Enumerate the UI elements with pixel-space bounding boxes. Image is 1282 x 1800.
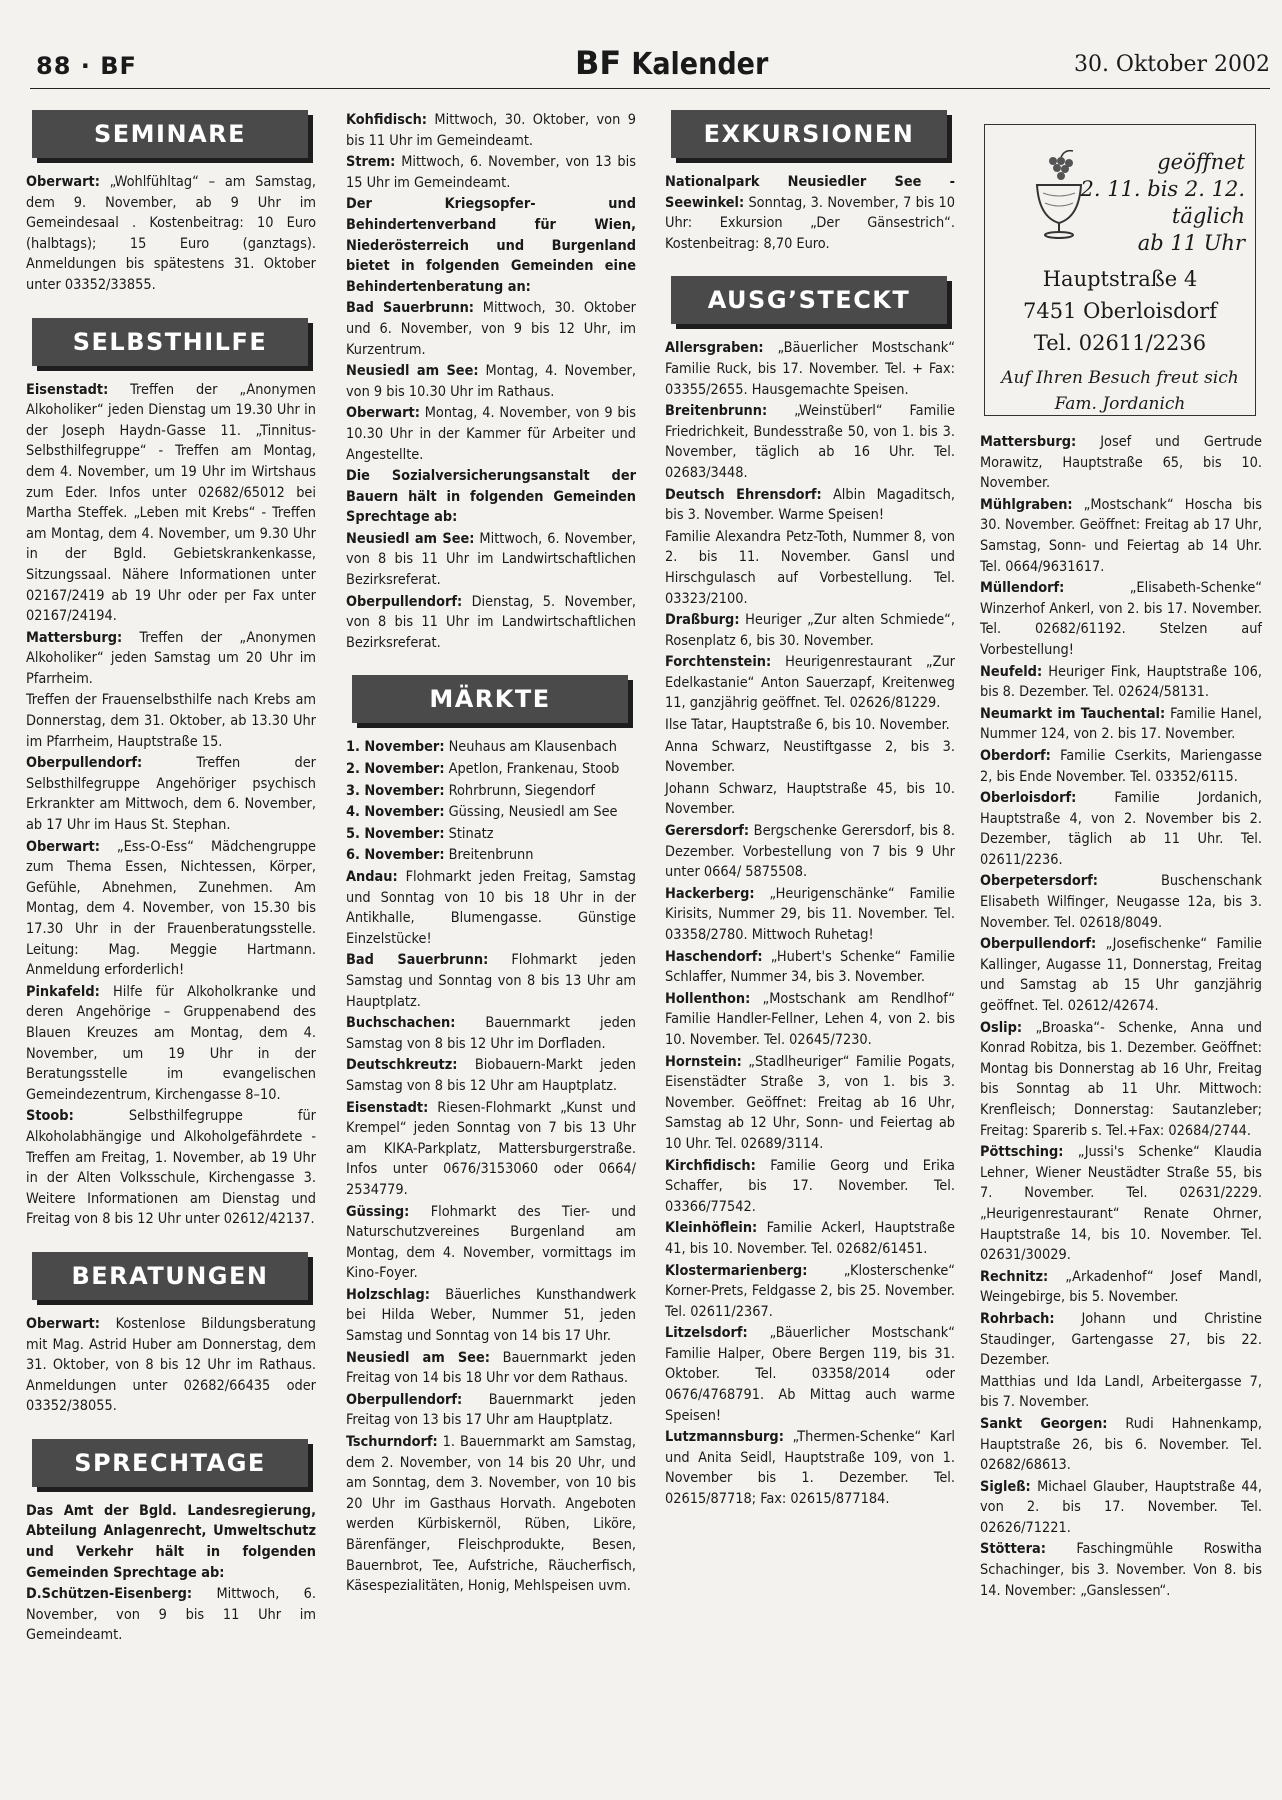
ad-hours-line: ab 11 Uhr: [1137, 231, 1245, 255]
entry-text: Flohmarkt jeden Freitag, Samstag und Sonntag von 10 bis 18 Uhr in der Antikhalle, Blumengasse. Günstige Einzelstücke!: [346, 869, 636, 947]
list-item: [665, 527, 955, 609]
list-item: [665, 338, 955, 400]
entry-place: Neufeld:: [980, 663, 1043, 680]
entry-place: Holzschlag:: [346, 1286, 430, 1303]
list-item: [665, 1156, 955, 1218]
entry-place: Mühlgraben:: [980, 496, 1073, 513]
column-1: [26, 110, 316, 1668]
entry-text: Heuriger „Zur alten Schmiede“, Rosenplatz 6, bis 30. November.: [665, 612, 955, 649]
entry-text: Biobauern-Markt jeden Samstag von 8 bis 12 Uhr am Hauptplatz.: [346, 1057, 636, 1094]
section-selbsthilfe: [26, 318, 316, 1230]
list-item: [980, 704, 1262, 745]
entry-text: Stinatz: [444, 825, 494, 842]
entry-text: „Weinstüberl“ Familie Friedrichkeit, Bundesstraße 50, von 1. bis 3. November, täglich ab 16 Uhr. Tel. 02683/3448.: [665, 403, 955, 481]
entry-list: [346, 110, 636, 193]
entry-place: Oberpullendorf:: [346, 1391, 463, 1408]
entry-place: Müllendorf:: [980, 580, 1065, 597]
list-item: [346, 759, 636, 780]
list-item: [980, 746, 1262, 787]
entry-text: Bauernmarkt jeden Samstag von 8 bis 12 Uhr im Dorfladen.: [346, 1015, 636, 1052]
entry-place: Strem:: [346, 154, 396, 171]
list-item: [346, 824, 636, 845]
title-kalender: Kalender: [631, 47, 769, 82]
entry-list: [346, 867, 636, 1597]
list-item: [346, 298, 636, 360]
ad-greeting: [985, 365, 1255, 417]
entry-place: Neusiedl am See:: [346, 1349, 490, 1366]
list-item: [346, 1202, 636, 1284]
entry-text: Michael Glauber, Hauptstraße 44, von 2. bis 17. November. Tel. 02626/71221.: [980, 1478, 1262, 1536]
entry-place: Breitenbrunn:: [665, 403, 768, 420]
list-item: [665, 172, 955, 254]
entry-place: Bad Sauerbrunn:: [346, 952, 489, 969]
list-item: [26, 628, 316, 690]
list-item: [346, 1432, 636, 1597]
entry-text: Treffen der Frauenselbsthilfe nach Krebs am Donnerstag, dem 31. Oktober, ab 13.30 Uhr im Pfarrheim, Hauptstraße 15.: [26, 692, 316, 750]
section-title-sprechtage: SPRECHTAGE: [32, 1439, 308, 1487]
entry-place: Allersgraben:: [665, 340, 764, 357]
column-4: [980, 110, 1262, 1602]
entry-text: Güssing, Neusiedl am See: [444, 804, 618, 821]
ad-address-line: Hauptstraße 4: [1042, 267, 1198, 291]
list-item: [346, 845, 636, 866]
list-item: [346, 1013, 636, 1054]
entry-text: Hilfe für Alkoholkranke und deren Angehörige – Gruppenabend des Blauen Kreuzes am Montag, dem 4. November, um 19 Uhr in der Beratungsstelle im evangelischen Gemeindezentrum, Kirchengasse 8–10.: [26, 983, 316, 1103]
ad-hours-line: täglich: [1171, 204, 1245, 228]
list-item: [980, 1372, 1262, 1413]
list-item: [665, 884, 955, 946]
list-item: [346, 1055, 636, 1096]
entry-list: [665, 172, 955, 254]
entry-text: Rohrbrunn, Siegendorf: [444, 782, 595, 799]
entry-text: Heuriger Fink, Hauptstraße 106, bis 8. Dezember. Tel. 02624/58131.: [980, 663, 1262, 701]
entry-place: Litzelsdorf:: [665, 1325, 748, 1342]
entry-text: Bauernmarkt jeden Freitag von 13 bis 17 Uhr am Hauptplatz.: [346, 1391, 636, 1429]
list-item: [665, 715, 955, 736]
list-item: [346, 950, 636, 1012]
list-item: [346, 403, 636, 465]
entry-text: Mittwoch, 6. November, von 13 bis 15 Uhr im Gemeindeamt.: [346, 154, 636, 191]
entry-place: Oberpullendorf:: [980, 936, 1097, 953]
entry-text: Heurigenrestaurant „Zur Edelkastanie“ Anton Sauerzapf, Kreitenweg 11, ganzjährig geöffnet. Tel. 02626/81229.: [665, 654, 955, 712]
entry-list: [346, 529, 636, 654]
entry-text: Matthias und Ida Landl, Arbeitergasse 7, bis 7. November.: [980, 1373, 1262, 1411]
entry-text: Bäuerliches Kunsthandwerk bei Hilda Weber, Nummer 51, jeden Samstag und Sonntag von 14 bis 17 Uhr.: [346, 1286, 636, 1345]
list-item: [665, 401, 955, 483]
issue-date: 30. Oktober 2002: [1073, 52, 1270, 77]
list-item: [26, 982, 316, 1106]
entry-place: Oberwart:: [26, 838, 100, 855]
section-maerkte: [346, 675, 636, 1596]
list-item: [980, 1267, 1262, 1308]
list-item: [665, 610, 955, 651]
title-bf: BF: [575, 44, 622, 82]
entry-place: Deutsch Ehrensdorf:: [665, 486, 822, 503]
list-item: [665, 989, 955, 1051]
entry-text: „Heurigenschänke“ Familie Kirisits, Nummer 29, bis 11. November. Tel. 03358/2780. Mittwoch Ruhetag!: [665, 885, 955, 943]
section-exkursionen: [665, 110, 955, 254]
entry-place: Neumarkt im Tauchental:: [980, 705, 1166, 722]
entry-place: Oberwart:: [346, 405, 420, 422]
entry-text: „Josefischenke“ Familie Kallinger, Augasse 11, Donnerstag, Freitag und Samstag ab 15 Uhr ganzjährig geöffnet. Tel. 02612/42674.: [980, 936, 1262, 1015]
list-item: [346, 152, 636, 193]
entry-text: Ilse Tatar, Hauptstraße 6, bis 10. November.: [665, 717, 950, 734]
entry-place: Bad Sauerbrunn:: [346, 300, 474, 317]
list-item: [665, 485, 955, 526]
entry-place: Kirchfidisch:: [665, 1157, 756, 1174]
entry-place: Oberpullendorf:: [346, 593, 463, 610]
entry-place: 6. November:: [346, 847, 445, 864]
list-item: [346, 802, 636, 823]
entry-text: „Elisabeth-Schenke“ Winzerhof Ankerl, von 2. bis 17. November. Tel. 02682/61192. Stelzen auf Vorbestellung!: [980, 580, 1262, 658]
entry-place: Oslip:: [980, 1019, 1023, 1036]
ad-address-line: 7451 Oberloisdorf: [1023, 299, 1217, 323]
list-item: [665, 1261, 955, 1323]
entry-place: Sigleß:: [980, 1478, 1031, 1495]
entry-place: Neusiedl am See:: [346, 530, 475, 547]
entry-text: Bergschenke Gerersdorf, bis 8. Dezember. Vorbestellung von 7 bis 9 Uhr unter 0664/ 5875508.: [665, 823, 955, 881]
entry-text: Anna Schwarz, Neustiftgasse 2, bis 3. November.: [665, 738, 955, 776]
section-sprechtage: [26, 1439, 316, 1646]
entry-text: Rudi Hahnenkamp, Hauptstraße 26, bis 6. November. Tel. 02682/68613.: [980, 1415, 1262, 1474]
entry-place: Eisenstadt:: [346, 1099, 429, 1116]
list-item: [980, 578, 1262, 660]
ad-hours-line: geöffnet: [1157, 150, 1245, 174]
entry-place: Güssing:: [346, 1203, 410, 1220]
entry-list: [26, 172, 316, 296]
ad-address: [985, 263, 1255, 359]
entry-text: „Hubert's Schenke“ Familie Schlaffer, Nummer 34, bis 3. November.: [665, 948, 955, 986]
entry-place: Haschendorf:: [665, 948, 763, 965]
entry-text: Josef und Gertrude Morawitz, Hauptstraße 65, bis 10. November.: [980, 434, 1262, 492]
entry-list: [26, 1314, 316, 1417]
entry-text: Flohmarkt des Tier- und Naturschutzvereines Burgenland am Montag, dem 4. November, vormittags im Kino-Foyer.: [346, 1203, 636, 1282]
entry-text: Familie Alexandra Petz-Toth, Nummer 8, von 2. bis 11. November. Gansl und Hirschgulasch auf Vorbestellung. Tel. 03323/2100.: [665, 528, 955, 607]
ad-opening-hours: [1080, 149, 1245, 257]
entry-place: Oberpullendorf:: [26, 755, 143, 772]
section-beratungen: [26, 1252, 316, 1417]
page-header: [30, 38, 1270, 89]
entry-text: Riesen-Flohmarkt „Kunst und Krempel“ jeden Sonntag von 7 bis 13 Uhr am KIKA-Parkplatz, Mattersburgerstraße. Infos unter 0676/3153060 oder 0664/ 2534779.: [346, 1099, 636, 1198]
list-item: [346, 110, 636, 151]
list-item: [346, 361, 636, 402]
entry-place: Deutschkreutz:: [346, 1057, 458, 1074]
section-ausgsteckt: [665, 276, 955, 1509]
entry-place: Hollenthon:: [665, 990, 751, 1007]
list-item: [26, 690, 316, 752]
entry-text: Mittwoch, 30. Oktober, von 9 bis 11 Uhr im Gemeindeamt.: [346, 112, 636, 149]
entry-list: [26, 1584, 316, 1646]
list-item: [980, 871, 1262, 933]
entry-text: Familie Ackerl, Hauptstraße 41, bis 10. November. Tel. 02682/61451.: [665, 1220, 955, 1257]
entry-place: Eisenstadt:: [26, 381, 109, 398]
entry-text: Johann Schwarz, Hauptstraße 45, bis 10. November.: [665, 780, 955, 818]
list-item: [346, 1348, 636, 1389]
list-item: [346, 592, 636, 654]
section-title-exkursionen: EXKURSIONEN: [671, 110, 947, 158]
entry-place: Andau:: [346, 869, 398, 885]
section-seminare: [26, 110, 316, 296]
entry-place: Mattersburg:: [980, 434, 1077, 450]
page-title: [575, 44, 768, 82]
advertisement-jordanich: [984, 124, 1256, 416]
entry-text: Flohmarkt jeden Samstag und Sonntag von 8 bis 13 Uhr am Hauptplatz.: [346, 952, 637, 1010]
list-item: [980, 1539, 1262, 1601]
entry-place: Oberwart:: [26, 1315, 100, 1332]
entry-text: Treffen der „Anonymen Alkoholiker“ jeden Samstag um 20 Uhr im Pfarrheim.: [26, 629, 316, 687]
list-item: [26, 837, 316, 981]
entry-text: „Thermen-Schenke“ Karl und Anita Seidl, Hauptstraße 109, von 1. November bis 1. Dezember. Tel. 02615/87718; Fax: 02615/877184.: [665, 1429, 955, 1508]
ad-hours-line: 2. 11. bis 2. 12.: [1080, 177, 1245, 201]
list-item: [980, 1477, 1262, 1539]
entry-list: [346, 298, 636, 465]
list-item: [980, 1309, 1262, 1371]
entry-place: Klostermarienberg:: [665, 1262, 808, 1279]
entry-place: Pinkafeld:: [26, 983, 100, 1000]
entry-place: Stoob:: [26, 1108, 74, 1125]
entry-text: Familie Jordanich, Hauptstraße 4, von 2. November bis 2. Dezember, täglich ab 11 Uhr. Tel. 02611/2236.: [980, 790, 1262, 868]
entry-place: Kohfidisch:: [346, 112, 427, 128]
list-item: [346, 1098, 636, 1201]
entry-text: Johann und Christine Staudinger, Gartengasse 27, bis 22. Dezember.: [980, 1310, 1262, 1369]
entry-place: Nationalpark Neusiedler See - Seewinkel:: [665, 174, 955, 211]
list-item: [665, 737, 955, 778]
entry-text: „Klosterschenke“ Korner-Prets, Feldgasse 2, bis 25. November. Tel. 02611/2367.: [665, 1262, 955, 1320]
list-item: [980, 662, 1262, 703]
list-item: [26, 172, 316, 296]
list-item: [26, 1584, 316, 1646]
entry-text: Apetlon, Frankenau, Stoob: [444, 761, 620, 778]
ad-greeting-line: Fam. Jordanich: [1054, 394, 1186, 414]
entry-text: Faschingmühle Roswitha Schachinger, bis 3. November. Von 8. bis 14. November: „Ganslessen“.: [980, 1541, 1262, 1599]
sva-intro: Die Sozialversicherungsanstalt der Bauern hält in folgenden Gemeinden Sprechtage ab:: [346, 468, 636, 526]
entry-place: Gerersdorf:: [665, 823, 750, 840]
entry-text: „Stadlheuriger“ Familie Pogats, Eisenstädter Straße 3, von 1. bis 3. November. Geöffnet: Freitag ab 16 Uhr, Samstag ab 12 Uhr, Sonn- und Feiertag ab 10 Uhr. Tel. 02689/3114.: [665, 1053, 955, 1152]
entry-text: „Broaska“- Schenke, Anna und Konrad Robitza, bis 1. Dezember. Geöffnet: Montag bis Donnerstag ab 16 Uhr, Freitag bis Sonntag ab 11 Uhr. Mittwoch: Krenfleisch; Donnerstag: Sautanzleber; Freitag: Sparerib s. Tel.+Fax: 02684/2744.: [980, 1019, 1262, 1139]
list-item: [346, 781, 636, 802]
entry-place: Lutzmannsburg:: [665, 1429, 784, 1446]
list-item: [980, 934, 1262, 1016]
entry-place: Neusiedl am See:: [346, 363, 479, 380]
entry-place: Rechnitz:: [980, 1268, 1049, 1285]
list-item: [980, 1142, 1262, 1266]
list-item: [980, 1018, 1262, 1142]
entry-text: Treffen der „Anonymen Alkoholiker“ jeden Dienstag um 19.30 Uhr in der Joseph Haydn-Gasse 11. „Tinnitus-Selbsthilfegruppe“ - Treffen am Montag, dem 4. November, um 19 Uhr im Wirtshaus zum Eder. Infos unter 02682/65012 bei Martha Steffek. „Leben mit Krebs“ - Treffen am Montag, dem 4. November, um 9.30 Uhr in der Bgld. Gebietskrankenkasse, Sitzungssaal. Nähere Informationen unter 02167/2419 ab 19 Uhr oder per Fax unter 02167/24194.: [26, 381, 316, 625]
entry-place: Oberdorf:: [980, 747, 1051, 764]
entry-text: Bauernmarkt jeden Freitag von 14 bis 18 Uhr vor dem Rathaus.: [346, 1349, 636, 1387]
entry-text: Neuhaus am Klausenbach: [444, 739, 617, 756]
list-item: [980, 432, 1262, 494]
column-2: [346, 110, 636, 1619]
entry-text: Breitenbrunn: [444, 847, 534, 864]
entry-text: Mittwoch, 30. Oktober und 6. November, von 9 bis 12 Uhr, im Kurzentrum.: [346, 300, 636, 358]
entry-text: „Wohlfühltag“ – am Samstag, dem 9. November, ab 9 Uhr im Gemeindesaal . Kostenbeitrag: 10 Euro (halbtags); 15 Euro (ganztags). Anmeldungen bis spätestens 31. Oktober unter 03352/33855.: [26, 174, 316, 293]
market-dates: [346, 737, 636, 866]
entry-list: [980, 432, 1262, 1601]
list-item: [346, 529, 636, 591]
entry-list: [26, 380, 316, 1230]
entry-place: Oberwart:: [26, 174, 100, 190]
list-item: [346, 1285, 636, 1347]
list-item: [346, 737, 636, 758]
entry-text: Sonntag, 3. November, 7 bis 10 Uhr: Exkursion „Der Gänsestrich“. Kostenbeitrag: 8,70 Euro.: [665, 194, 955, 252]
list-item: [26, 380, 316, 627]
entry-place: Sankt Georgen:: [980, 1415, 1108, 1432]
list-item: [665, 947, 955, 988]
entry-text: „Bäuerlicher Mostschank“ Familie Halper, Obere Bergen 119, bis 31. Oktober. Tel. 03358/2014 oder 0676/4768791. Ab Mittag auch warme Speisen!: [665, 1325, 955, 1424]
entry-place: Rohrbach:: [980, 1310, 1055, 1327]
entry-text: Montag, 4. November, von 9 bis 10.30 Uhr in der Kammer für Arbeiter und Angestellte.: [346, 405, 636, 463]
section-title-seminare: SEMINARE: [32, 110, 308, 158]
entry-list: [665, 338, 955, 1509]
entry-text: Familie Cserkits, Mariengasse 2, bis Ende November. Tel. 03352/6115.: [980, 747, 1262, 785]
ad-address-line: Tel. 02611/2236: [1033, 331, 1207, 355]
entry-place: D.Schützen-Eisenberg:: [26, 1586, 193, 1603]
entry-text: Selbsthilfegruppe für Alkoholabhängige und Alkoholgefährdete - Treffen am Freitag, 1. November, ab 19 Uhr in der Alten Volksschule, Kirchengasse 3. Weitere Informationen am Dienstag und Freitag von 8 bis 12 Uhr unter 02612/42137.: [26, 1108, 316, 1228]
entry-text: „Mostschank“ Hoscha bis 30. November. Geöffnet: Freitag ab 17 Uhr, Samstag, Sonn- und Feiertag ab 14 Uhr. Tel. 0664/9631617.: [980, 496, 1262, 575]
entry-text: Familie Georg und Erika Schaffer, bis 17. November. Tel. 03366/77542.: [665, 1157, 955, 1215]
list-item: [665, 1052, 955, 1155]
list-item: [26, 1314, 316, 1417]
list-item: [346, 1390, 636, 1431]
list-item: [980, 1414, 1262, 1476]
list-item: [665, 1218, 955, 1259]
entry-text: Treffen der Selbsthilfegruppe Angehöriger psychisch Erkrankter am Mittwoch, dem 6. November, ab 17 Uhr im Haus St. Stephan.: [26, 755, 316, 834]
entry-place: Tschurndorf:: [346, 1434, 438, 1451]
entry-text: Kostenlose Bildungsberatung mit Mag. Astrid Huber am Donnerstag, dem 31. Oktober, von 8 bis 12 Uhr im Rathaus. Anmeldungen unter 02682/66435 oder 03352/38055.: [26, 1315, 316, 1415]
entry-place: Draßburg:: [665, 612, 740, 629]
entry-text: Mittwoch, 6. November, von 9 bis 11 Uhr im Gemeindeamt.: [26, 1586, 316, 1644]
list-item: [980, 788, 1262, 870]
entry-place: 5. November:: [346, 825, 445, 842]
section-title-ausgsteckt: AUSG’STECKT: [671, 276, 947, 324]
sprechtage-intro: Das Amt der Bgld. Landesregierung, Abteilung Anlagenrecht, Umweltschutz und Verkehr hält in folgenden Gemeinden Sprechtage ab:: [26, 1502, 316, 1581]
kriegsopfer-intro: Der Kriegsopfer- und Behindertenverband für Wien, Niederösterreich und Burgenland bietet in folgenden Gemeinden eine Behindertenberatung an:: [346, 196, 636, 295]
entry-text: „Jussi's Schenke“ Klaudia Lehner, Wiener Neustädter Straße 55, bis 7. November. Tel. 02631/2229. „Heurigenrestaurant“ Renate Ohrner, Hauptstraße 14, bis 10. November. Tel. 02631/30029.: [980, 1144, 1262, 1264]
entry-text: Albin Magaditsch, bis 3. November. Warme Speisen!: [665, 486, 955, 524]
entry-text: Mittwoch, 6. November, von 8 bis 11 Uhr im Landwirtschaftlichen Bezirksreferat.: [346, 530, 636, 589]
list-item: [26, 1106, 316, 1230]
entry-place: Hornstein:: [665, 1053, 742, 1070]
ad-greeting-line: Auf Ihren Besuch freut sich: [1001, 368, 1239, 388]
entry-text: Montag, 4. November, von 9 bis 10.30 Uhr im Rathaus.: [346, 363, 636, 400]
entry-place: Pöttsching:: [980, 1144, 1064, 1161]
entry-text: „Mostschank am Rendlhof“ Familie Handler-Fellner, Lehen 4, von 2. bis 10. November. Tel. 02645/7230.: [665, 990, 955, 1048]
entry-text: „Arkadenhof“ Josef Mandl, Weingebirge, bis 5. November.: [980, 1268, 1262, 1306]
page-number: 88 · BF: [36, 52, 137, 80]
list-item: [665, 652, 955, 714]
entry-place: 4. November:: [346, 804, 445, 821]
entry-text: „Ess-O-Ess“ Mädchengruppe zum Thema Essen, Nichtessen, Körper, Gefühle, Abnehmen, Zunehmen. Am Montag, dem 4. November, von 15.30 bis 17.30 Uhr in der Frauenberatungsstelle. Leitung: Mag. Meggie Hartmann. Anmeldung erforderlich!: [26, 838, 316, 979]
entry-place: Oberpetersdorf:: [980, 873, 1098, 890]
section-title-selbsthilfe: SELBSTHILFE: [32, 318, 308, 366]
entry-text: 1. Bauernmarkt am Samstag, dem 2. November, von 14 bis 20 Uhr, und am Sonntag, dem 3. November, von 10 bis 20 Uhr im Gasthaus Horvath. Angeboten werden Kürbiskernöl, Rüben, Liköre, Bärenfänger, Fleischprodukte, Besen, Bauernbrot, Tee, Aufstriche, Räucherfisch, Käsespezialitäten, Honig, Mehlspeisen uvm.: [346, 1434, 636, 1595]
entry-text: Dienstag, 5. November, von 8 bis 11 Uhr im Landwirtschaftlichen Bezirksreferat.: [346, 593, 636, 651]
list-item: [346, 867, 636, 949]
entry-place: 2. November:: [346, 761, 445, 778]
entry-place: Hackerberg:: [665, 885, 755, 902]
column-3: [665, 110, 955, 1532]
section-title-maerkte: MÄRKTE: [352, 675, 628, 723]
list-item: [665, 821, 955, 883]
entry-text: Familie Hanel, Nummer 124, von 2. bis 17. November.: [980, 705, 1262, 743]
entry-place: Kleinhöflein:: [665, 1220, 758, 1237]
entry-text: „Bäuerlicher Mostschank“ Familie Ruck, bis 17. November. Tel. + Fax: 03355/2655. Hausgemachte Speisen.: [665, 340, 955, 398]
list-item: [665, 1427, 955, 1509]
entry-place: Stöttera:: [980, 1541, 1046, 1558]
entry-place: Buchschachen:: [346, 1015, 456, 1032]
entry-place: 3. November:: [346, 782, 445, 799]
entry-place: Oberloisdorf:: [980, 790, 1077, 807]
list-item: [980, 495, 1262, 577]
list-item: [665, 1323, 955, 1426]
entry-place: Mattersburg:: [26, 629, 123, 646]
list-item: [665, 779, 955, 820]
entry-place: 1. November:: [346, 739, 445, 756]
list-item: [26, 753, 316, 835]
section-title-beratungen: BERATUNGEN: [32, 1252, 308, 1300]
entry-place: Forchtenstein:: [665, 654, 772, 671]
entry-text: Buschenschank Elisabeth Wilfinger, Neugasse 12a, bis 3. November. Tel. 02618/8049.: [980, 873, 1262, 931]
